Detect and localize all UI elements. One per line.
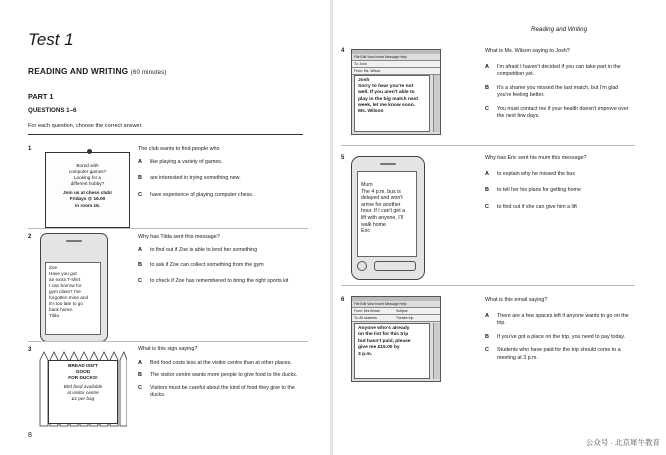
email-body bbox=[354, 75, 430, 132]
option-text: There are a few spaces left if anyone wants to go on the trip. bbox=[497, 313, 629, 327]
notice-line: Looking for a bbox=[73, 175, 102, 181]
email-from: From: Mrs Brown bbox=[354, 309, 380, 313]
email-from: From: Ms. Wilson bbox=[352, 68, 440, 75]
phone-screen bbox=[357, 171, 417, 257]
question-stem: The club wants to find people who bbox=[138, 146, 220, 152]
option-a[interactable] bbox=[485, 171, 633, 178]
sign-italic-line: at visitor centre bbox=[67, 390, 99, 395]
question-number: 2 bbox=[28, 234, 32, 240]
email-greeting: Josh bbox=[358, 78, 370, 83]
notice-line: computer games? bbox=[68, 169, 107, 175]
option-c[interactable] bbox=[138, 278, 308, 285]
speaker-icon bbox=[380, 163, 396, 165]
email-subject-label: Subject: bbox=[396, 309, 409, 313]
option-text: It's a shame you missed the last match, but I'm glad you're feeling better. bbox=[497, 84, 619, 99]
option-text: I'm afraid I haven't decided if you can take part in the competition yet. bbox=[497, 64, 621, 78]
question-1-block bbox=[138, 146, 308, 199]
sign-bold-line: GOOD bbox=[75, 369, 91, 374]
email-line: on the list for this trip bbox=[358, 332, 409, 338]
option-text: to explain why he missed the bus bbox=[497, 171, 576, 177]
notice-line: different hobby? bbox=[70, 181, 105, 187]
option-text: to check if Zoe has remembered to bring the right sports kit bbox=[150, 277, 289, 284]
instructions: For each question, choose the correct answer. bbox=[28, 123, 143, 129]
question-stem: Why has Eric sent his mum this message? bbox=[485, 155, 587, 161]
section-title-text: READING AND WRITING bbox=[28, 66, 129, 76]
divider bbox=[341, 145, 635, 146]
option-letter: B bbox=[138, 372, 142, 379]
message-line: delayed and won't bbox=[361, 195, 403, 202]
option-text: to find out if she can give him a lift bbox=[497, 203, 577, 210]
option-text: If you've got a place on the trip, you need to pay today. bbox=[497, 333, 626, 340]
question-number: 5 bbox=[341, 155, 345, 161]
email-to: To: Josh bbox=[352, 61, 440, 68]
message-signature: Tilda bbox=[49, 313, 59, 318]
section-title bbox=[28, 66, 167, 76]
option-a[interactable] bbox=[485, 64, 633, 79]
email-line: Anyone who's already bbox=[358, 326, 410, 331]
option-letter: C bbox=[485, 203, 489, 210]
message-recipient: Mum bbox=[361, 182, 373, 188]
question-number: 6 bbox=[341, 297, 345, 303]
notice-line: Bored with bbox=[76, 163, 99, 168]
email-window bbox=[351, 49, 441, 135]
email-to: To: All students bbox=[354, 316, 377, 320]
option-a[interactable] bbox=[138, 159, 308, 166]
divider bbox=[28, 341, 308, 342]
email-to-row bbox=[352, 315, 440, 322]
option-c[interactable] bbox=[485, 204, 633, 211]
option-text: The visitor centre wants more people to give food to the ducks. bbox=[150, 372, 298, 379]
option-letter: A bbox=[485, 64, 489, 70]
message-line: gym class? I've bbox=[49, 289, 81, 294]
divider bbox=[341, 285, 635, 286]
email-signature: Ms. Wilson bbox=[358, 109, 384, 115]
email-menu: File Edit View Insert Message Help bbox=[352, 301, 440, 308]
question-stem: What is Ms. Wilson saying to Josh? bbox=[485, 48, 570, 54]
option-letter: C bbox=[138, 384, 142, 391]
sign-bold-line: FOR DUCKS! bbox=[68, 375, 98, 380]
question-3-block bbox=[138, 346, 308, 400]
sign-board bbox=[48, 360, 118, 424]
email-line: but hasn't paid, please bbox=[358, 338, 411, 344]
sign-bold-line: BREAD ISN'T bbox=[68, 363, 98, 368]
message-recipient: Zoe bbox=[49, 265, 58, 270]
option-c[interactable] bbox=[138, 192, 308, 199]
email-line: well. If you aren't able to bbox=[358, 90, 415, 96]
option-text: Visitors must be careful about the kind of food they give to the ducks. bbox=[150, 384, 295, 399]
question-6-block bbox=[485, 297, 633, 362]
message-line: walk home. bbox=[361, 221, 388, 228]
option-letter: C bbox=[485, 347, 489, 354]
option-c[interactable] bbox=[138, 385, 308, 400]
option-text: Bird food costs less at the visitor centre than at other places. bbox=[150, 360, 292, 366]
option-b[interactable] bbox=[138, 372, 308, 379]
message-line: I can borrow for bbox=[49, 283, 82, 288]
notice-card bbox=[45, 152, 130, 228]
scrollbar[interactable] bbox=[433, 75, 440, 132]
message-line: forgotten mine and bbox=[49, 295, 89, 300]
option-b[interactable] bbox=[485, 334, 633, 341]
message-line: back home. bbox=[49, 307, 74, 312]
running-head: Reading and Writing bbox=[531, 26, 588, 33]
question-stem: Why has Tilda sent this message? bbox=[138, 234, 220, 240]
option-b[interactable] bbox=[138, 262, 308, 269]
speaker-icon bbox=[66, 240, 82, 242]
email-line: week, let me know soon. bbox=[358, 102, 416, 108]
phone-frame bbox=[40, 233, 108, 342]
option-c[interactable] bbox=[485, 106, 633, 121]
part-heading: PART 1 bbox=[28, 92, 54, 101]
question-stem: What is this email saying? bbox=[485, 297, 548, 303]
section-time: (60 minutes) bbox=[130, 70, 167, 76]
option-letter: C bbox=[138, 191, 142, 198]
option-letter: A bbox=[138, 159, 142, 165]
email-body bbox=[354, 323, 430, 379]
message-line: arrive for another bbox=[361, 201, 401, 208]
phone-frame bbox=[351, 156, 425, 280]
option-text: to tell her his plans for getting home bbox=[497, 187, 581, 194]
email-window bbox=[351, 296, 441, 382]
questions-range: QUESTIONS 1–6 bbox=[28, 107, 77, 114]
home-button-icon[interactable] bbox=[357, 261, 367, 271]
option-letter: A bbox=[485, 171, 489, 177]
option-c[interactable] bbox=[485, 347, 633, 362]
option-letter: A bbox=[138, 360, 142, 366]
message-line: Have you got bbox=[49, 271, 77, 276]
page-number: 8 bbox=[28, 432, 32, 439]
notice-bold-line: Join us at chess club! bbox=[63, 190, 112, 196]
question-4-block bbox=[485, 48, 633, 120]
option-text: You must contact me if your health doesn't improve over the next few days. bbox=[497, 105, 629, 120]
pin-icon bbox=[87, 149, 92, 154]
email-line: give me £15.00 by bbox=[358, 345, 400, 351]
fence-sign bbox=[39, 348, 127, 428]
option-letter: A bbox=[485, 313, 489, 319]
option-letter: A bbox=[138, 247, 142, 253]
email-subject: Theatre trip bbox=[396, 316, 414, 320]
email-from-row bbox=[352, 308, 440, 315]
option-b[interactable] bbox=[485, 85, 633, 100]
option-a[interactable] bbox=[485, 313, 633, 328]
option-a[interactable] bbox=[138, 360, 308, 367]
option-b[interactable] bbox=[485, 187, 633, 194]
message-signature: Eric bbox=[361, 228, 370, 235]
message-line: it's too late to go bbox=[49, 301, 83, 306]
email-line: Sorry to hear you're not bbox=[358, 84, 414, 90]
option-text: have experience of playing computer chess. bbox=[150, 191, 254, 198]
question-number: 3 bbox=[28, 347, 32, 353]
option-text: Students who have paid for the trip should come to a meeting at 3 p.m. bbox=[497, 347, 621, 361]
email-menu: File Edit View Insert Message Help bbox=[352, 54, 440, 61]
message-line: an extra T-shirt bbox=[49, 277, 81, 282]
left-page bbox=[0, 0, 330, 455]
option-text: like playing a variety of games. bbox=[150, 159, 223, 165]
right-page bbox=[333, 0, 666, 455]
question-stem: What is this sign saying? bbox=[138, 346, 198, 352]
option-letter: C bbox=[485, 105, 489, 112]
keypad-bar-icon[interactable] bbox=[374, 261, 416, 271]
scrollbar[interactable] bbox=[433, 323, 440, 379]
option-text: are interested in trying something new. bbox=[150, 175, 241, 182]
option-a[interactable] bbox=[138, 247, 308, 254]
option-letter: C bbox=[138, 277, 142, 284]
message-line: lift with anyone, I'll bbox=[361, 214, 403, 221]
option-text: to find out if Zoe is able to lend her something bbox=[150, 247, 258, 253]
question-2-block bbox=[138, 234, 308, 285]
option-letter: B bbox=[485, 333, 489, 340]
option-letter: B bbox=[138, 175, 142, 182]
option-b[interactable] bbox=[138, 175, 308, 182]
test-title: Test 1 bbox=[28, 30, 74, 49]
option-letter: B bbox=[485, 187, 489, 194]
divider bbox=[28, 134, 303, 135]
sign-italic-line: Bird food available bbox=[63, 384, 103, 389]
option-letter: B bbox=[138, 262, 142, 269]
email-line: 3 p.m. bbox=[358, 351, 373, 357]
notice-bold-line: in room 16. bbox=[74, 202, 100, 208]
option-text: to ask if Zoe can collect something from the gym bbox=[150, 262, 264, 269]
notice-bold-line: Fridays @ 16.00 bbox=[69, 196, 106, 202]
message-line: The 4 p.m. bus is bbox=[361, 188, 401, 195]
email-line: play in the big match next bbox=[358, 96, 419, 102]
watermark: 公众号 · 北京犀牛教育 bbox=[585, 438, 660, 447]
phone-screen bbox=[45, 262, 101, 335]
divider bbox=[28, 228, 308, 229]
option-letter: B bbox=[485, 84, 489, 91]
question-number: 4 bbox=[341, 48, 345, 54]
sign-italic-line: £1 per bag bbox=[71, 396, 95, 401]
message-line: hour. If I can't get a bbox=[361, 208, 405, 215]
question-5-block bbox=[485, 155, 633, 211]
question-number: 1 bbox=[28, 146, 32, 152]
